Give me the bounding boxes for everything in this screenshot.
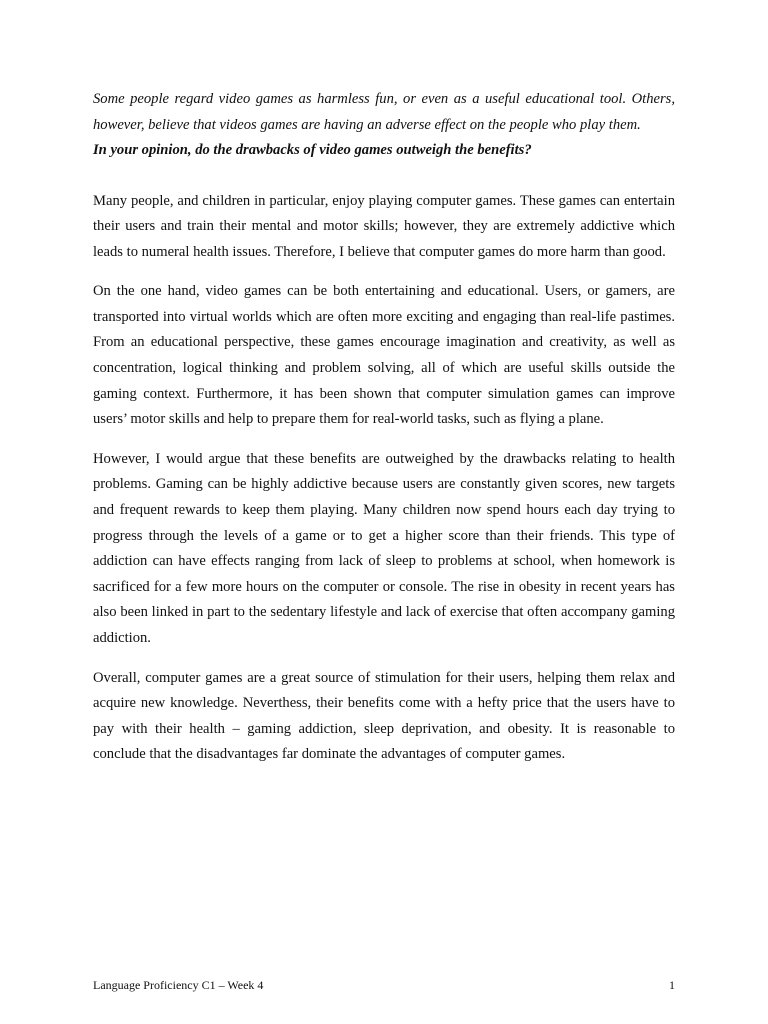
essay-paragraph-conclusion: Overall, computer games are a great source of stimulation for their users, helping them relax and acquire new knowledge. Neverthess, their benefits come with a hefty price that the users have to pay with their health – gaming addiction, sleep deprivation, and obesity. It is reasonable to conclude that the disadvantages far dominate the advantages of computer games. [93,669,675,763]
essay-paragraph-introduction: Many people, and children in particular, enjoy playing computer games. These games can entertain their users and train their mental and motor skills; however, they are extremely addictive which leads to numeral health issues. Therefore, I believe that computer games do more harm than good. [93,192,675,260]
essay-paragraph-drawbacks: However, I would argue that these benefits are outweighed by the drawbacks relating to health problems. Gaming can be highly addictive because users are constantly given scores, new targets and frequent rewards to keep them playing. Many children now spend hours each day trying to progress through the levels of a game or to get a higher score than their friends. This type of addiction can have effects ranging from lack of sleep to problems at school, when homework is sacrificed for a few more hours on the computer or console. The rise in obesity in recent years has also been linked in part to the sedentary lifestyle and lack of exercise that often accompany gaming addiction. [93,450,675,646]
essay-prompt-intro: Some people regard video games as harmless fun, or even as a useful educational tool. Others, however, believe that videos games are having an adverse effect on the people who play them. [93,91,675,133]
essay-prompt-question: In your opinion, do the drawbacks of video games outweigh the benefits? [93,142,532,158]
essay-paragraph-benefits: On the one hand, video games can be both entertaining and educational. Users, or gamers, are transported into virtual worlds which are often more exciting and engaging than real-life pastimes. From an educational perspective, these games encourage imagination and creativity, as well as concentration, logical thinking and problem solving, all of which are useful skills outside the gaming context. Furthermore, it has been shown that computer simulation games can improve users’ motor skills and help to prepare them for real-world tasks, such as flying a plane. [93,283,675,428]
page-footer [93,978,675,993]
footer-course-label: Language Proficiency C1 – Week 4 [93,978,264,992]
document-content [93,87,675,782]
essay-body [93,189,675,768]
footer-page-number: 1 [669,978,675,992]
